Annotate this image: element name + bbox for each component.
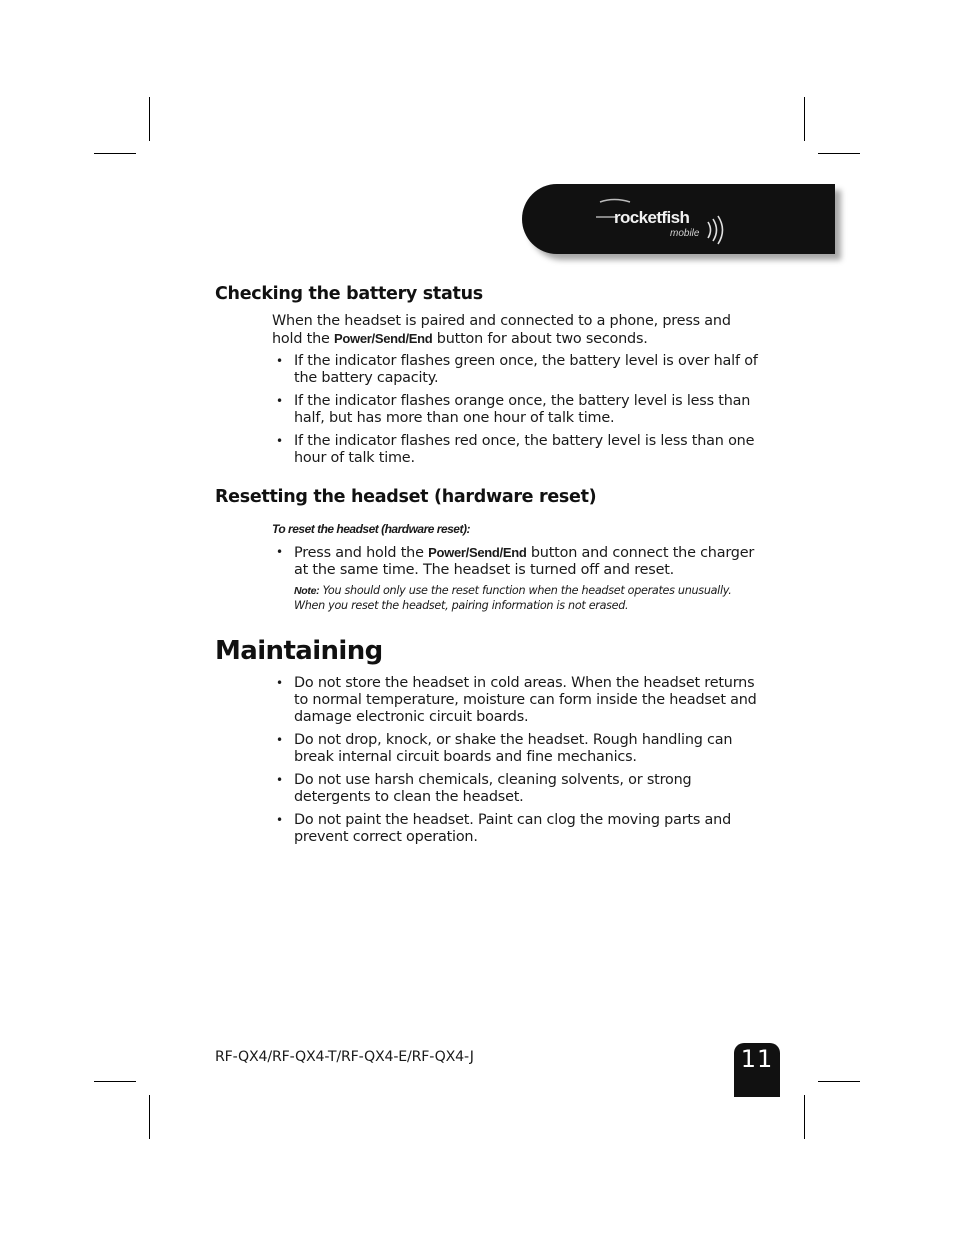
brand-header-tab bbox=[522, 184, 835, 254]
hardware-reset-heading: Resetting the headset (hardware reset) bbox=[215, 487, 597, 507]
reset-step-text-end: button and connect the charger at the same time. The headset is turned off and reset. bbox=[294, 545, 755, 578]
maintaining-list bbox=[272, 675, 762, 852]
list-item-text: Do not store the headset in cold areas. When the headset returns to normal temperature, moisture can form inside the headset and damage electronic circuit boards. bbox=[294, 675, 757, 725]
battery-intro-text: When the headset is paired and connected to a phone, press and hold the bbox=[272, 313, 731, 347]
bullet-dot-icon: • bbox=[276, 813, 283, 827]
list-item bbox=[272, 812, 762, 846]
list-item bbox=[272, 393, 762, 427]
crop-mark-bottom-right-vertical bbox=[804, 1095, 805, 1139]
reset-procedure-label: To reset the headset (hardware reset): bbox=[272, 522, 470, 536]
bullet-dot-icon: • bbox=[276, 676, 283, 690]
bullet-dot-icon: • bbox=[276, 545, 283, 559]
list-item bbox=[272, 353, 762, 387]
crop-mark-bottom-left-horizontal bbox=[94, 1081, 136, 1082]
bullet-dot-icon: • bbox=[276, 733, 283, 747]
bullet-dot-icon: • bbox=[276, 773, 283, 787]
battery-status-heading: Checking the battery status bbox=[215, 284, 483, 304]
bullet-dot-icon: • bbox=[276, 394, 283, 408]
maintaining-heading: Maintaining bbox=[215, 636, 383, 666]
crop-mark-bottom-left-vertical bbox=[149, 1095, 150, 1139]
bullet-dot-icon: • bbox=[276, 354, 283, 368]
page-number: 11 bbox=[740, 1045, 774, 1073]
crop-mark-top-right-vertical bbox=[804, 97, 805, 141]
crop-mark-bottom-right-horizontal bbox=[818, 1081, 860, 1082]
reset-note bbox=[294, 584, 764, 613]
list-item-text: If the indicator flashes red once, the battery level is less than one hour of talk time. bbox=[294, 433, 755, 466]
list-item-text: If the indicator flashes green once, the battery level is over half of the battery capacity. bbox=[294, 353, 758, 386]
rocketfish-mobile-logo bbox=[594, 194, 744, 246]
list-item bbox=[272, 772, 762, 806]
brand-subline: mobile bbox=[670, 228, 700, 239]
power-send-end-key-label: Power/Send/End bbox=[334, 331, 433, 346]
battery-intro-text-end: button for about two seconds. bbox=[432, 331, 648, 347]
list-item-text: If the indicator flashes orange once, the battery level is less than half, but has more than one hour of talk time. bbox=[294, 393, 751, 426]
bullet-dot-icon: • bbox=[276, 434, 283, 448]
power-send-end-key-label: Power/Send/End bbox=[428, 545, 527, 560]
crop-mark-top-left-vertical bbox=[149, 97, 150, 141]
note-text: You should only use the reset function when the headset operates unusually. When you reset the headset, pairing information is not erased. bbox=[294, 584, 732, 612]
list-item bbox=[272, 732, 762, 766]
list-item bbox=[272, 544, 762, 579]
list-item bbox=[272, 433, 762, 467]
reset-steps-list bbox=[272, 544, 762, 585]
crop-mark-top-left-horizontal bbox=[94, 153, 136, 154]
battery-indicator-list bbox=[272, 353, 762, 473]
list-item-text: Do not drop, knock, or shake the headset. Rough handling can break internal circuit boards and fine mechanics. bbox=[294, 732, 733, 765]
page-number-tab bbox=[734, 1043, 780, 1097]
list-item bbox=[272, 675, 762, 726]
crop-mark-top-right-horizontal bbox=[818, 153, 860, 154]
list-item-text: Do not use harsh chemicals, cleaning solvents, or strong detergents to clean the headset. bbox=[294, 772, 692, 805]
model-numbers-footer: RF-QX4/RF-QX4-T/RF-QX4-E/RF-QX4-J bbox=[215, 1049, 474, 1065]
reset-step-text: Press and hold the bbox=[294, 545, 429, 561]
brand-wordmark: rocketfish bbox=[614, 208, 690, 227]
list-item-text: Do not paint the headset. Paint can clog the moving parts and prevent correct operation. bbox=[294, 812, 732, 845]
note-label: Note: bbox=[294, 585, 320, 597]
battery-intro-paragraph bbox=[272, 313, 762, 348]
